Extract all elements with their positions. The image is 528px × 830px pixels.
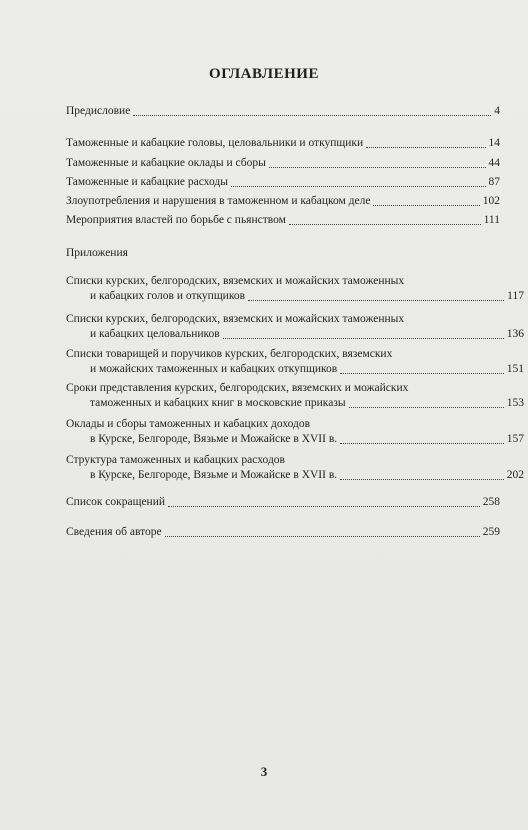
- toc-page-number: 87: [488, 176, 500, 188]
- toc-entry-line: Списки курских, белгородских, вяземских и можайских таможенных: [66, 275, 405, 287]
- toc-entry-line: и можайских таможенных и кабацких откупщиков: [90, 363, 338, 375]
- toc-entry-line: Оклады и сборы таможенных и кабацких доходов: [66, 418, 311, 430]
- leader-dots: [133, 115, 491, 116]
- toc-entry-title: Список сокращений: [66, 496, 166, 508]
- toc-entry-appendix[interactable]: [66, 381, 524, 411]
- toc-entry-line: Списки курских, белгородских, вяземских и можайских таможенных: [66, 313, 405, 325]
- leader-dots: [340, 373, 504, 374]
- leader-dots: [165, 536, 480, 537]
- leader-dots: [366, 147, 485, 148]
- toc-page-number: 151: [506, 363, 524, 375]
- toc-entry[interactable]: [66, 136, 500, 151]
- toc-entry-title: Мероприятия властей по борьбе с пьянством: [66, 214, 286, 226]
- toc-page-number: 157: [506, 433, 524, 445]
- leader-dots: [248, 300, 504, 301]
- toc-entry-line: таможенных и кабацких книг в московские приказы: [90, 397, 346, 409]
- toc-page-number: 153: [506, 397, 524, 409]
- toc-entry-abbreviations[interactable]: [66, 495, 500, 510]
- leader-dots: [231, 186, 486, 187]
- leader-dots: [349, 407, 504, 408]
- toc-entry-line: в Курске, Белгороде, Вязьме и Можайске в XVII в.: [90, 433, 338, 445]
- toc-entry-line: и кабацких голов и откупщиков: [90, 290, 246, 302]
- toc-entry-title: Злоупотребления и нарушения в таможенном и кабацком деле: [66, 195, 371, 207]
- toc-page-number: 136: [506, 328, 524, 340]
- leader-dots: [168, 506, 480, 507]
- leader-dots: [223, 338, 504, 339]
- leader-dots: [340, 443, 504, 444]
- toc-page-number: 258: [482, 496, 500, 508]
- toc-entry-appendix[interactable]: [66, 417, 524, 447]
- toc-page-number: 4: [494, 105, 500, 117]
- toc-entry-line: Сроки представления курских, белгородских, вяземских и можайских: [66, 382, 409, 394]
- toc-entry-title: Таможенные и кабацкие расходы: [66, 176, 228, 188]
- toc-page-number: 44: [488, 157, 500, 169]
- toc-entry[interactable]: [66, 156, 500, 171]
- toc-page-number: 202: [506, 469, 524, 481]
- toc-entry-title: Сведения об авторе: [66, 526, 162, 538]
- toc-entry-line: Структура таможенных и кабацких расходов: [66, 454, 285, 466]
- toc-entry-title: Предисловие: [66, 105, 131, 117]
- toc-page-number: 111: [483, 214, 500, 226]
- toc-entry-line: и кабацких целовальников: [90, 328, 220, 340]
- appendix-heading: Приложения: [66, 247, 128, 259]
- page-number: 3: [260, 764, 268, 779]
- toc-entry-appendix[interactable]: [66, 347, 524, 377]
- toc-entry[interactable]: [66, 175, 500, 190]
- toc-entry-line: в Курске, Белгороде, Вязьме и Можайске в XVII в.: [90, 469, 338, 481]
- toc-entry[interactable]: [66, 194, 500, 209]
- toc-entry-title: Таможенные и кабацкие оклады и сборы: [66, 157, 266, 169]
- toc-page-number: 102: [482, 195, 500, 207]
- toc-entry-appendix[interactable]: [66, 274, 524, 304]
- leader-dots: [289, 224, 481, 225]
- toc-entry-appendix[interactable]: [66, 312, 524, 342]
- toc-page-number: 14: [488, 137, 500, 149]
- toc-entry-preface[interactable]: [66, 104, 500, 119]
- leader-dots: [340, 479, 504, 480]
- toc-entry[interactable]: [66, 213, 500, 228]
- leader-dots: [373, 205, 479, 206]
- toc-entry-appendix[interactable]: [66, 453, 524, 483]
- toc-entry-about-author[interactable]: [66, 525, 500, 540]
- page-title: ОГЛАВЛЕНИЕ: [209, 66, 319, 82]
- toc-entry-title: Таможенные и кабацкие головы, целовальники и откупщики: [66, 137, 364, 149]
- leader-dots: [269, 167, 486, 168]
- toc-entry-line: Списки товарищей и поручиков курских, белгородских, вяземских: [66, 348, 393, 360]
- toc-page-number: 117: [507, 290, 524, 302]
- toc-page-number: 259: [482, 526, 500, 538]
